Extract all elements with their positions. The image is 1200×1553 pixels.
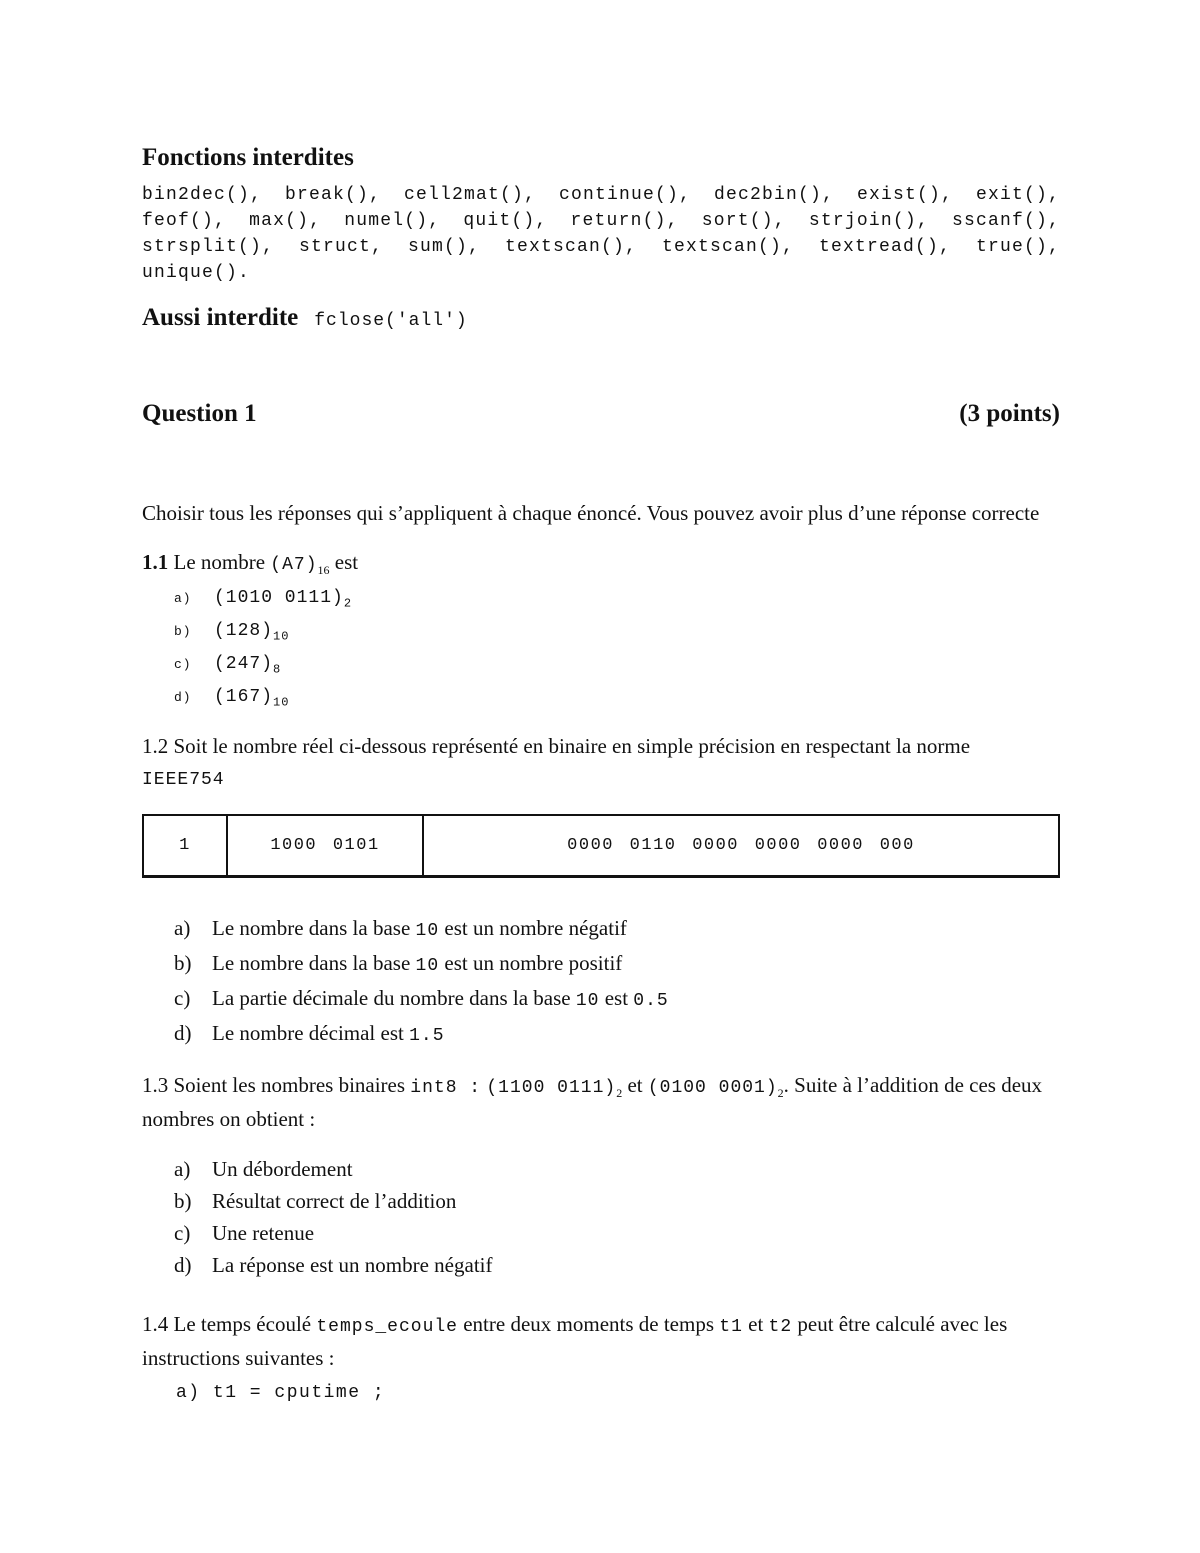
sign-bit-cell: 1 (143, 815, 227, 877)
q1-1-number: 1.1 (142, 550, 169, 574)
q1-3-num2: (0100 0001) (647, 1078, 778, 1098)
q1-1-base: 16 (317, 563, 330, 578)
q1-1-option-label: d) (174, 690, 192, 705)
question-header (142, 394, 1060, 434)
q1-3-text-after: . Suite à l’addition de ces deux nombres on obtient : (142, 1073, 1043, 1131)
q1-3-and: et (627, 1073, 643, 1097)
question-points: (3 points) (959, 400, 1060, 427)
q1-2-option-c (174, 982, 1060, 1017)
q1-2-options (142, 912, 1060, 1052)
q1-3-option (174, 1217, 1060, 1249)
also-forbidden-line (142, 298, 1060, 338)
option-text: Résultat correct de l’addition (212, 1189, 457, 1213)
option-label: c) (174, 1221, 191, 1245)
q1-4-code: t2 (768, 1317, 793, 1337)
also-forbidden-heading: Aussi interdite (142, 304, 299, 331)
q1-3-option (174, 1185, 1060, 1217)
q1-1-option-base: 10 (273, 629, 290, 644)
q1-1-option-label: b) (174, 624, 192, 639)
q1-4-text: et (748, 1312, 764, 1336)
q1-2-norm: IEEE754 (142, 770, 225, 790)
option-code: 0.5 (633, 991, 669, 1011)
q1-4-text: entre deux moments de temps (463, 1312, 715, 1336)
q1-1-text-after: est (334, 550, 359, 574)
exam-page (142, 138, 1060, 1409)
option-label: b) (174, 1189, 192, 1213)
q1-1-option (174, 583, 1060, 614)
option-text: La partie décimale du nombre dans la base (212, 986, 571, 1010)
mantissa-cell: 0000 0110 0000 0000 0000 000 (423, 815, 1059, 877)
option-code: 10 (415, 956, 440, 976)
q1-3-text: 1.3 Soient les nombres binaires (142, 1073, 406, 1097)
also-forbidden-code: fclose('all') (314, 311, 468, 331)
q1-1-option-label: a) (174, 591, 192, 606)
q1-2-option-b (174, 947, 1060, 982)
q1-2-option-d (174, 1017, 1060, 1052)
q1-1-option (174, 682, 1060, 713)
option-label: a) (174, 916, 191, 940)
q1-4-code: temps_ecoule (316, 1317, 458, 1337)
ieee754-table (142, 814, 1060, 878)
forbidden-heading: Fonctions interdites (142, 144, 354, 171)
option-text: La réponse est un nombre négatif (212, 1253, 493, 1277)
q1-3-num1: (1100 0111) (486, 1078, 617, 1098)
q1-1-option (174, 649, 1060, 680)
q1-4-text: 1.4 Le temps écoulé (142, 1312, 312, 1336)
option-text: est un nombre positif (444, 951, 623, 975)
option-text: Le nombre dans la base (212, 916, 411, 940)
option-text: Un débordement (212, 1157, 353, 1181)
q1-3-option (174, 1153, 1060, 1185)
q1-1-text-before: Le nombre (173, 550, 266, 574)
q1-3-base2: 2 (777, 1086, 784, 1101)
q1-1-option-base: 10 (273, 695, 290, 710)
option-code: 10 (415, 921, 440, 941)
forbidden-functions-list: bin2dec(), break(), cell2mat(), continue(), dec2bin(), exist(), exit(), feof(), max(), numel(), quit(), return(), sort(), strjoin(), sscanf(), strsplit(), struct, sum(), textscan(), textscan(), textread(), true(), unique(). (142, 185, 1060, 283)
q1-3-code-type: int8 : (410, 1078, 482, 1098)
q1-4-code: t1 (719, 1317, 743, 1337)
option-code: 10 (575, 991, 600, 1011)
option-text: Le nombre dans la base (212, 951, 411, 975)
option-label: a) (174, 1157, 191, 1181)
q1-3-base1: 2 (616, 1086, 623, 1101)
option-text: Une retenue (212, 1221, 315, 1245)
question-title: Question 1 (142, 400, 257, 427)
option-text: est un nombre négatif (444, 916, 627, 940)
option-label: b) (174, 951, 192, 975)
q1-2-text: 1.2 Soit le nombre réel ci-dessous représenté en binaire en simple précision en respectant la norme (142, 734, 971, 758)
q1-3-statement (142, 1070, 1060, 1135)
option-label: d) (174, 1021, 192, 1045)
q1-1-option-base: 2 (343, 596, 353, 611)
option-text: est (604, 986, 629, 1010)
q1-4-option-a: a) t1 = cputime ; (176, 1383, 386, 1403)
q1-2-statement (142, 731, 1060, 796)
q1-4-statement (142, 1309, 1060, 1374)
q1-1-statement (142, 547, 1060, 581)
q1-1-option-value: (167) (214, 687, 274, 707)
q1-1-option-value: (1010 0111) (214, 588, 344, 608)
q1-3-option (174, 1249, 1060, 1281)
q1-2-option-a (174, 912, 1060, 947)
q1-4-text: peut être calculé avec les instructions suivantes : (142, 1312, 1008, 1370)
q1-1-option-base: 8 (273, 662, 282, 677)
option-label: d) (174, 1253, 192, 1277)
question-instruction: Choisir tous les réponses qui s’appliquent à chaque énoncé. Vous pouvez avoir plus d’une réponse correcte (142, 501, 1040, 525)
q1-1-code: (A7) (270, 555, 318, 575)
exponent-cell: 1000 0101 (227, 815, 423, 877)
option-code: 1.5 (409, 1026, 445, 1046)
ieee754-row (143, 815, 1059, 877)
option-text: Le nombre décimal est (212, 1021, 404, 1045)
q1-1-option-value: (247) (214, 654, 274, 674)
q1-3-options (142, 1153, 1060, 1281)
option-label: c) (174, 986, 191, 1010)
q1-1-option (174, 616, 1060, 647)
q1-1-option-value: (128) (214, 621, 274, 641)
q1-1-option-label: c) (174, 657, 192, 672)
